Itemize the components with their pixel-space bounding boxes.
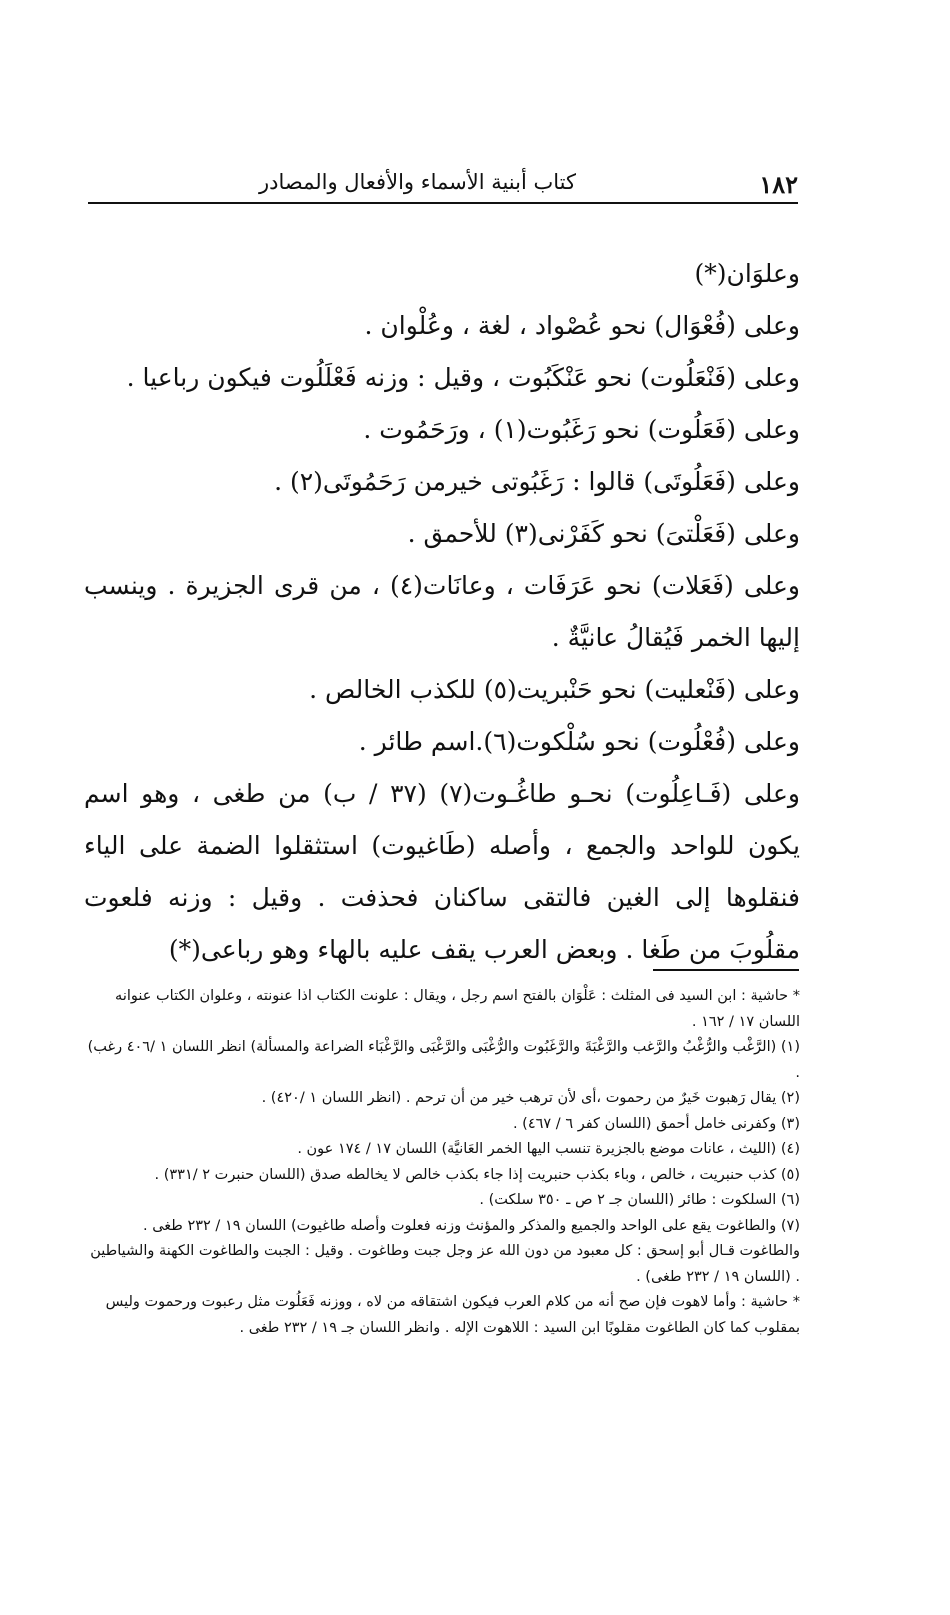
main-text (84, 248, 800, 976)
footnote-continuation: والطاغوت قـال أبو إسحق : كل معبود من دون الله عز وجل جبت وطاغوت . وقيل : الجبت والطاغوت الكهنة والشياطين . (اللسان ١٩ / ٢٣٢ طغى) . (90, 1243, 800, 1285)
text-line: وعلوَان(*) (694, 259, 800, 288)
text-paragraph: وعلى (فَـاعِلُوت) نحـو طاغُـوت(٧) (٣٧ / ب) من طغى ، وهو اسم يكون للواحد والجمع ، وأصله (طَاغيوت) استثقلوا الضمة على الياء فنقلوها إلى الغين فالتقى ساكنان فحذفت . وقيل : وزنه فلعوت مقلُوبَ من طَغا . وبعض العرب يقف عليه بالهاء وهو رباعى(*) (84, 779, 801, 964)
page-header (88, 170, 798, 200)
footnote: (١) (الرَّغْب والرُّغْبُ والرَّغب والرَّغْبَةَ والرَّغَبُوت والرُّغْبَى والرَّغْبَى والرَّغْبَاء الضراعة والمسألة) انظر اللسان ١ /٤٠٦ رغب) . (87, 1039, 800, 1081)
text-paragraph: وعلى (فَعَلات) نحو عَرَفَات ، وعانَات(٤) ، من قرى الجزيرة . وينسب إليها الخمر فَيُقالُ عانيَّةٌ . (84, 571, 800, 652)
footnote-marginal-note: * حاشية : ابن السيد فى المثلث : عَلْوَان بالفتح اسم رجل ، ويقال : علونت الكتاب اذا عنونته ، وعلوان الكتاب عنوانه اللسان ١٧ / ١٦٢ . (115, 988, 800, 1030)
footnotes (84, 984, 800, 1341)
footnote: (٣) وكفرنى خامل أحمق (اللسان كفر ٦ / ٤٦٧) . (512, 1115, 800, 1132)
text-line: وعلى (فَعَلُوتَى) قالوا : رَغَبُوتى خيرمن رَحَمُوتَى(٢) . (274, 467, 800, 496)
footnote: (٢) يقال رَهبوت خَيرٌ من رحموت ،أى لأن ترهب خير من أن ترحم . (انظر اللسان ١ /٤٢٠) . (261, 1090, 800, 1106)
text-line: وعلى (فُعْوَال) نحو عُصْواد ، لغة ، وعُلْوان . (364, 311, 800, 340)
text-line: وعلى (فَعَلُوت) نحو رَغَبُوت(١) ، ورَحَمُوت . (363, 415, 800, 444)
running-title: كتاب أبنية الأسماء والأفعال والمصادر (258, 170, 576, 194)
footnote-separator (653, 969, 799, 971)
text-line: وعلى (فُعْلُوت) نحو سُلْكوت(٦).اسم طائر . (358, 727, 800, 756)
footnote: (٥) كذب حنبريت ، خالص ، وباء بكذب حنبريت إذا جاء بكذب خالص لا يخالطه صدق (اللسان حنبرت ٢ /٣٣١) . (154, 1166, 800, 1183)
text-line: وعلى (فَنْعَلُوت) نحو عَنْكَبُوت ، وقيل : وزنه فَعْلَلُوت فيكون رباعيا . (126, 363, 800, 392)
text-line: وعلى (فَنْعليت) نحو حَنْبريت(٥) للكذب الخالص . (309, 675, 800, 704)
footnote-marginal-note: * حاشية : وأما لاهوت فإن صح أنه من كلام العرب فيكون اشتقاقه من لاه ، ووزنه فَعَلُوت مثل رعبوت ورحموت وليس بمقلوب كما كان الطاغوت مقلوبًا ابن السيد : اللاهوت الإله . وانظر اللسان جـ ١٩ / ٢٣٢ طغى . (105, 1294, 800, 1336)
text-line: وعلى (فَعَلْتىَ) نحو كَفَرْنى(٣) للأحمق . (407, 519, 800, 548)
header-rule (88, 202, 798, 204)
page-number: ١٨٢ (759, 170, 798, 199)
footnote: (٦) السلكوت : طائر (اللسان جـ ٢ ص ـ ٣٥٠ سلكت) . (479, 1192, 800, 1208)
footnote: (٧) والطاغوت يقع على الواحد والجميع والمذكر والمؤنث وزنه فعلوت وأصله طاغيوت) اللسان ١٩ / ٢٣٢ طغى . (143, 1217, 800, 1234)
footnote: (٤) (الليث ، عانات موضع بالجزيرة تنسب اليها الخمر العَانيَّة) اللسان ١٧ / ١٧٤ عون . (297, 1141, 800, 1157)
